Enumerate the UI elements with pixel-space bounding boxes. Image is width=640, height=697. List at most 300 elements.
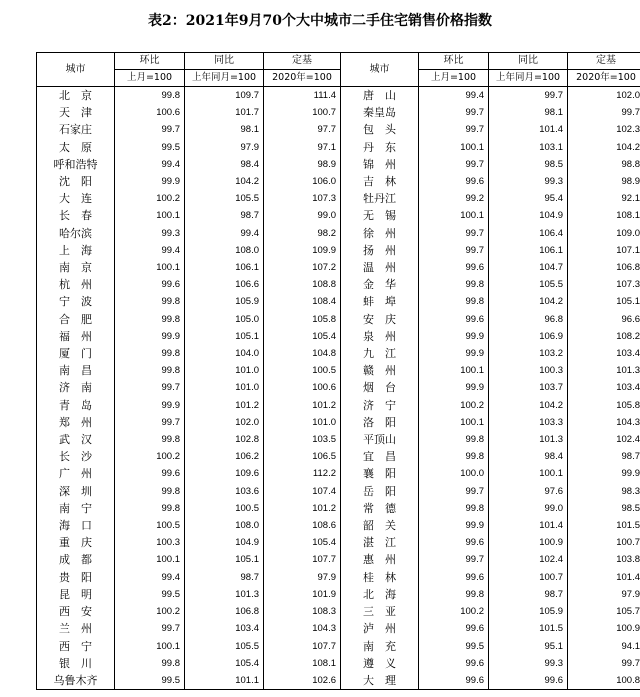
- table-row: [37, 87, 640, 105]
- yoy-cell: 99.7: [489, 87, 568, 105]
- base-cell: 105.1: [568, 293, 640, 310]
- mom-cell: 100.2: [115, 603, 185, 620]
- yoy-cell: 104.9: [489, 207, 568, 224]
- yoy-cell: 101.0: [185, 379, 264, 396]
- mom-cell: 99.8: [419, 586, 489, 603]
- mom-cell: 100.1: [419, 139, 489, 156]
- mom-cell: 99.8: [115, 483, 185, 500]
- base-cell: 101.2: [264, 500, 341, 517]
- mom-cell: 100.5: [115, 517, 185, 534]
- base-cell: 100.5: [264, 362, 341, 379]
- city-cell: 泸 州: [341, 620, 419, 637]
- yoy-cell: 98.7: [185, 207, 264, 224]
- city-cell: 惠 州: [341, 551, 419, 568]
- city-cell: 锦 州: [341, 156, 419, 173]
- city-cell: 昆 明: [37, 586, 115, 603]
- yoy-cell: 108.0: [185, 517, 264, 534]
- city-cell: 贵 阳: [37, 569, 115, 586]
- yoy-column-header: 同比: [185, 53, 264, 70]
- table-row: [37, 431, 640, 448]
- mom-cell: 100.2: [115, 190, 185, 207]
- yoy-cell: 105.5: [185, 190, 264, 207]
- yoy-cell: 98.5: [489, 156, 568, 173]
- city-cell: 襄 阳: [341, 465, 419, 482]
- city-cell: 湛 江: [341, 534, 419, 551]
- base-cell: 108.1: [568, 207, 640, 224]
- city-cell: 金 华: [341, 276, 419, 293]
- base-cell: 97.9: [568, 586, 640, 603]
- city-cell: 南 京: [37, 259, 115, 276]
- table-title: 表2：2021年9月70个大中城市二手住宅销售价格指数: [148, 13, 492, 29]
- mom-cell: 100.1: [419, 207, 489, 224]
- yoy-cell: 99.0: [489, 500, 568, 517]
- city-cell: 天 津: [37, 104, 115, 121]
- base-cell: 104.3: [264, 620, 341, 637]
- mom-cell: 100.0: [419, 465, 489, 482]
- base-cell: 99.0: [264, 207, 341, 224]
- yoy-cell: 103.2: [489, 345, 568, 362]
- mom-cell: 99.5: [419, 638, 489, 655]
- base-cell: 98.2: [264, 225, 341, 242]
- city-cell: 宁 波: [37, 293, 115, 310]
- yoy-cell: 103.4: [185, 620, 264, 637]
- base-cell: 100.6: [264, 379, 341, 396]
- mom-cell: 99.5: [115, 586, 185, 603]
- yoy-cell: 101.3: [489, 431, 568, 448]
- table-row: [37, 655, 640, 672]
- table-row: [37, 173, 640, 190]
- base-cell: 101.3: [568, 362, 640, 379]
- yoy-cell: 99.3: [489, 655, 568, 672]
- base-cell: 108.4: [264, 293, 341, 310]
- table-row: [37, 397, 640, 414]
- mom-cell: 99.8: [419, 276, 489, 293]
- base-cell: 112.2: [264, 465, 341, 482]
- mom-cell: 99.8: [115, 655, 185, 672]
- yoy-cell: 105.5: [185, 638, 264, 655]
- base-cell: 99.9: [568, 465, 640, 482]
- table-row: [37, 259, 640, 276]
- table-row: [37, 379, 640, 396]
- yoy-cell: 101.1: [185, 672, 264, 690]
- city-column-header: 城市: [37, 53, 115, 87]
- city-cell: 遵 义: [341, 655, 419, 672]
- mom-cell: 99.7: [419, 156, 489, 173]
- city-cell: 济 南: [37, 379, 115, 396]
- table-row: [37, 551, 640, 568]
- city-cell: 杭 州: [37, 276, 115, 293]
- base-cell: 102.0: [568, 87, 640, 105]
- yoy-column-header: 同比: [489, 53, 568, 70]
- table-row: [37, 345, 640, 362]
- base-cell: 100.7: [264, 104, 341, 121]
- city-cell: 郑 州: [37, 414, 115, 431]
- city-cell: 九 江: [341, 345, 419, 362]
- city-cell: 吉 林: [341, 173, 419, 190]
- base-cell: 97.1: [264, 139, 341, 156]
- mom-cell: 99.9: [419, 517, 489, 534]
- yoy-cell: 98.1: [489, 104, 568, 121]
- table-row: [37, 190, 640, 207]
- mom-cell: 99.9: [419, 345, 489, 362]
- base-column-header: 定基: [264, 53, 341, 70]
- yoy-cell: 103.3: [489, 414, 568, 431]
- table-row: [37, 362, 640, 379]
- mom-cell: 100.1: [419, 362, 489, 379]
- yoy-cell: 106.9: [489, 328, 568, 345]
- price-index-table: [36, 52, 640, 690]
- yoy-cell: 103.7: [489, 379, 568, 396]
- yoy-cell: 104.2: [489, 397, 568, 414]
- city-cell: 长 沙: [37, 448, 115, 465]
- city-cell: 西 宁: [37, 638, 115, 655]
- yoy-cell: 102.4: [489, 551, 568, 568]
- mom-cell: 99.8: [419, 431, 489, 448]
- city-cell: 呼和浩特: [37, 156, 115, 173]
- mom-cell: 99.9: [419, 328, 489, 345]
- yoy-subheader: 上年同月=100: [185, 70, 264, 87]
- yoy-cell: 101.4: [489, 517, 568, 534]
- city-cell: 哈尔滨: [37, 225, 115, 242]
- base-cell: 103.4: [568, 345, 640, 362]
- yoy-cell: 106.8: [185, 603, 264, 620]
- city-cell: 温 州: [341, 259, 419, 276]
- base-cell: 104.8: [264, 345, 341, 362]
- mom-cell: 99.7: [419, 225, 489, 242]
- yoy-cell: 105.9: [185, 293, 264, 310]
- city-cell: 兰 州: [37, 620, 115, 637]
- yoy-cell: 101.0: [185, 362, 264, 379]
- mom-cell: 99.7: [419, 551, 489, 568]
- table-row: [37, 156, 640, 173]
- base-cell: 106.8: [568, 259, 640, 276]
- base-cell: 98.7: [568, 448, 640, 465]
- yoy-cell: 104.2: [489, 293, 568, 310]
- city-cell: 唐 山: [341, 87, 419, 105]
- base-cell: 103.5: [264, 431, 341, 448]
- table-row: [37, 603, 640, 620]
- yoy-cell: 106.2: [185, 448, 264, 465]
- city-cell: 北 海: [341, 586, 419, 603]
- yoy-cell: 105.9: [489, 603, 568, 620]
- city-cell: 广 州: [37, 465, 115, 482]
- yoy-cell: 97.6: [489, 483, 568, 500]
- yoy-cell: 104.9: [185, 534, 264, 551]
- table-row: [37, 517, 640, 534]
- base-cell: 105.8: [568, 397, 640, 414]
- table-row: [37, 104, 640, 121]
- city-cell: 岳 阳: [341, 483, 419, 500]
- base-cell: 108.2: [568, 328, 640, 345]
- base-cell: 107.3: [264, 190, 341, 207]
- mom-cell: 99.9: [115, 397, 185, 414]
- yoy-cell: 105.0: [185, 311, 264, 328]
- city-cell: 南 充: [341, 638, 419, 655]
- base-cell: 100.9: [568, 620, 640, 637]
- yoy-cell: 108.0: [185, 242, 264, 259]
- base-cell: 98.5: [568, 500, 640, 517]
- yoy-cell: 102.8: [185, 431, 264, 448]
- city-cell: 沈 阳: [37, 173, 115, 190]
- city-cell: 蚌 埠: [341, 293, 419, 310]
- city-cell: 三 亚: [341, 603, 419, 620]
- mom-cell: 99.8: [115, 362, 185, 379]
- table-row: [37, 638, 640, 655]
- base-cell: 107.7: [264, 551, 341, 568]
- mom-cell: 99.7: [115, 379, 185, 396]
- yoy-cell: 106.4: [489, 225, 568, 242]
- city-cell: 银 川: [37, 655, 115, 672]
- base-cell: 98.3: [568, 483, 640, 500]
- city-column-header: 城市: [341, 53, 419, 87]
- yoy-cell: 105.1: [185, 551, 264, 568]
- base-cell: 100.7: [568, 534, 640, 551]
- mom-cell: 100.2: [419, 603, 489, 620]
- mom-subheader: 上月=100: [419, 70, 489, 87]
- base-cell: 102.3: [568, 121, 640, 138]
- base-cell: 102.4: [568, 431, 640, 448]
- base-cell: 101.2: [264, 397, 341, 414]
- mom-cell: 99.7: [419, 242, 489, 259]
- yoy-cell: 100.3: [489, 362, 568, 379]
- city-cell: 南 昌: [37, 362, 115, 379]
- yoy-cell: 98.1: [185, 121, 264, 138]
- city-cell: 烟 台: [341, 379, 419, 396]
- mom-cell: 100.1: [115, 207, 185, 224]
- base-cell: 101.9: [264, 586, 341, 603]
- mom-cell: 100.1: [115, 259, 185, 276]
- table-row: [37, 483, 640, 500]
- base-cell: 109.0: [568, 225, 640, 242]
- base-cell: 102.6: [264, 672, 341, 690]
- base-cell: 101.4: [568, 569, 640, 586]
- yoy-cell: 101.5: [489, 620, 568, 637]
- mom-cell: 99.4: [115, 156, 185, 173]
- yoy-cell: 99.4: [185, 225, 264, 242]
- mom-column-header: 环比: [115, 53, 185, 70]
- table-row: [37, 465, 640, 482]
- table-row: [37, 242, 640, 259]
- city-cell: 包 头: [341, 121, 419, 138]
- yoy-cell: 105.5: [489, 276, 568, 293]
- yoy-cell: 103.1: [489, 139, 568, 156]
- table-row: [37, 293, 640, 310]
- city-cell: 西 安: [37, 603, 115, 620]
- yoy-cell: 102.0: [185, 414, 264, 431]
- city-cell: 韶 关: [341, 517, 419, 534]
- city-cell: 重 庆: [37, 534, 115, 551]
- base-cell: 105.7: [568, 603, 640, 620]
- base-cell: 107.3: [568, 276, 640, 293]
- mom-cell: 99.9: [115, 328, 185, 345]
- mom-cell: 99.6: [419, 173, 489, 190]
- yoy-cell: 104.2: [185, 173, 264, 190]
- city-cell: 牡丹江: [341, 190, 419, 207]
- base-cell: 103.8: [568, 551, 640, 568]
- city-cell: 南 宁: [37, 500, 115, 517]
- mom-cell: 99.5: [115, 672, 185, 690]
- mom-cell: 99.4: [419, 87, 489, 105]
- yoy-cell: 109.6: [185, 465, 264, 482]
- mom-cell: 100.2: [419, 397, 489, 414]
- base-cell: 108.6: [264, 517, 341, 534]
- city-cell: 徐 州: [341, 225, 419, 242]
- yoy-cell: 98.4: [489, 448, 568, 465]
- city-cell: 上 海: [37, 242, 115, 259]
- mom-cell: 99.6: [419, 534, 489, 551]
- city-cell: 深 圳: [37, 483, 115, 500]
- base-cell: 99.7: [568, 104, 640, 121]
- mom-cell: 99.4: [115, 569, 185, 586]
- table-row: [37, 448, 640, 465]
- mom-cell: 99.8: [115, 500, 185, 517]
- mom-cell: 100.3: [115, 534, 185, 551]
- yoy-cell: 98.7: [185, 569, 264, 586]
- base-cell: 107.1: [568, 242, 640, 259]
- city-cell: 大 理: [341, 672, 419, 690]
- mom-cell: 99.8: [115, 87, 185, 105]
- base-cell: 105.4: [264, 534, 341, 551]
- table-row: [37, 500, 640, 517]
- city-cell: 洛 阳: [341, 414, 419, 431]
- base-cell: 99.7: [568, 655, 640, 672]
- table-row: [37, 414, 640, 431]
- table-row: [37, 121, 640, 138]
- city-cell: 大 连: [37, 190, 115, 207]
- city-cell: 长 春: [37, 207, 115, 224]
- yoy-cell: 101.7: [185, 104, 264, 121]
- yoy-cell: 99.6: [489, 672, 568, 690]
- base-cell: 96.6: [568, 311, 640, 328]
- base-cell: 101.0: [264, 414, 341, 431]
- city-cell: 秦皇岛: [341, 104, 419, 121]
- mom-subheader: 上月=100: [115, 70, 185, 87]
- mom-cell: 99.3: [115, 225, 185, 242]
- base-cell: 92.1: [568, 190, 640, 207]
- yoy-cell: 95.1: [489, 638, 568, 655]
- mom-cell: 99.5: [115, 139, 185, 156]
- city-cell: 青 岛: [37, 397, 115, 414]
- city-cell: 太 原: [37, 139, 115, 156]
- mom-cell: 100.1: [115, 551, 185, 568]
- table-row: [37, 534, 640, 551]
- mom-cell: 99.6: [419, 259, 489, 276]
- yoy-cell: 109.7: [185, 87, 264, 105]
- yoy-cell: 104.0: [185, 345, 264, 362]
- table-row: [37, 672, 640, 690]
- yoy-cell: 100.5: [185, 500, 264, 517]
- city-cell: 赣 州: [341, 362, 419, 379]
- table-row: [37, 207, 640, 224]
- yoy-cell: 106.6: [185, 276, 264, 293]
- mom-cell: 99.6: [115, 276, 185, 293]
- city-cell: 扬 州: [341, 242, 419, 259]
- base-cell: 107.4: [264, 483, 341, 500]
- city-cell: 合 肥: [37, 311, 115, 328]
- city-cell: 成 都: [37, 551, 115, 568]
- yoy-cell: 98.4: [185, 156, 264, 173]
- yoy-subheader: 上年同月=100: [489, 70, 568, 87]
- base-cell: 107.2: [264, 259, 341, 276]
- mom-cell: 99.7: [419, 483, 489, 500]
- mom-cell: 99.8: [115, 431, 185, 448]
- base-cell: 104.2: [568, 139, 640, 156]
- base-cell: 106.5: [264, 448, 341, 465]
- city-cell: 武 汉: [37, 431, 115, 448]
- mom-cell: 99.8: [419, 448, 489, 465]
- base-cell: 111.4: [264, 87, 341, 105]
- header-row-1: [37, 53, 640, 70]
- base-cell: 97.7: [264, 121, 341, 138]
- header-row-2: [37, 70, 640, 87]
- base-cell: 94.1: [568, 638, 640, 655]
- yoy-cell: 98.7: [489, 586, 568, 603]
- mom-cell: 99.4: [115, 242, 185, 259]
- base-cell: 98.9: [264, 156, 341, 173]
- city-cell: 乌鲁木齐: [37, 672, 115, 690]
- base-cell: 97.9: [264, 569, 341, 586]
- base-subheader: 2020年=100: [264, 70, 341, 87]
- mom-column-header: 环比: [419, 53, 489, 70]
- table-row: [37, 276, 640, 293]
- yoy-cell: 101.2: [185, 397, 264, 414]
- mom-cell: 99.7: [115, 121, 185, 138]
- table-row: [37, 569, 640, 586]
- city-cell: 福 州: [37, 328, 115, 345]
- city-cell: 石家庄: [37, 121, 115, 138]
- base-cell: 107.7: [264, 638, 341, 655]
- city-cell: 安 庆: [341, 311, 419, 328]
- base-subheader: 2020年=100: [568, 70, 640, 87]
- yoy-cell: 104.7: [489, 259, 568, 276]
- yoy-cell: 101.3: [185, 586, 264, 603]
- mom-cell: 99.8: [419, 293, 489, 310]
- table-row: [37, 586, 640, 603]
- table-body: [37, 87, 640, 690]
- mom-cell: 99.8: [115, 293, 185, 310]
- city-cell: 丹 东: [341, 139, 419, 156]
- mom-cell: 99.8: [115, 345, 185, 362]
- mom-cell: 100.1: [115, 638, 185, 655]
- yoy-cell: 105.1: [185, 328, 264, 345]
- city-cell: 宜 昌: [341, 448, 419, 465]
- base-cell: 108.1: [264, 655, 341, 672]
- mom-cell: 99.6: [419, 569, 489, 586]
- yoy-cell: 100.7: [489, 569, 568, 586]
- yoy-cell: 100.1: [489, 465, 568, 482]
- mom-cell: 99.7: [115, 414, 185, 431]
- city-cell: 常 德: [341, 500, 419, 517]
- city-cell: 海 口: [37, 517, 115, 534]
- base-column-header: 定基: [568, 53, 640, 70]
- mom-cell: 99.8: [419, 500, 489, 517]
- table-row: [37, 328, 640, 345]
- base-cell: 105.8: [264, 311, 341, 328]
- yoy-cell: 97.9: [185, 139, 264, 156]
- city-cell: 北 京: [37, 87, 115, 105]
- mom-cell: 99.7: [419, 104, 489, 121]
- base-cell: 106.0: [264, 173, 341, 190]
- city-cell: 厦 门: [37, 345, 115, 362]
- city-cell: 无 锡: [341, 207, 419, 224]
- yoy-cell: 101.4: [489, 121, 568, 138]
- mom-cell: 99.9: [115, 173, 185, 190]
- city-cell: 济 宁: [341, 397, 419, 414]
- mom-cell: 99.6: [419, 311, 489, 328]
- mom-cell: 99.6: [115, 465, 185, 482]
- mom-cell: 99.9: [419, 379, 489, 396]
- base-cell: 100.8: [568, 672, 640, 690]
